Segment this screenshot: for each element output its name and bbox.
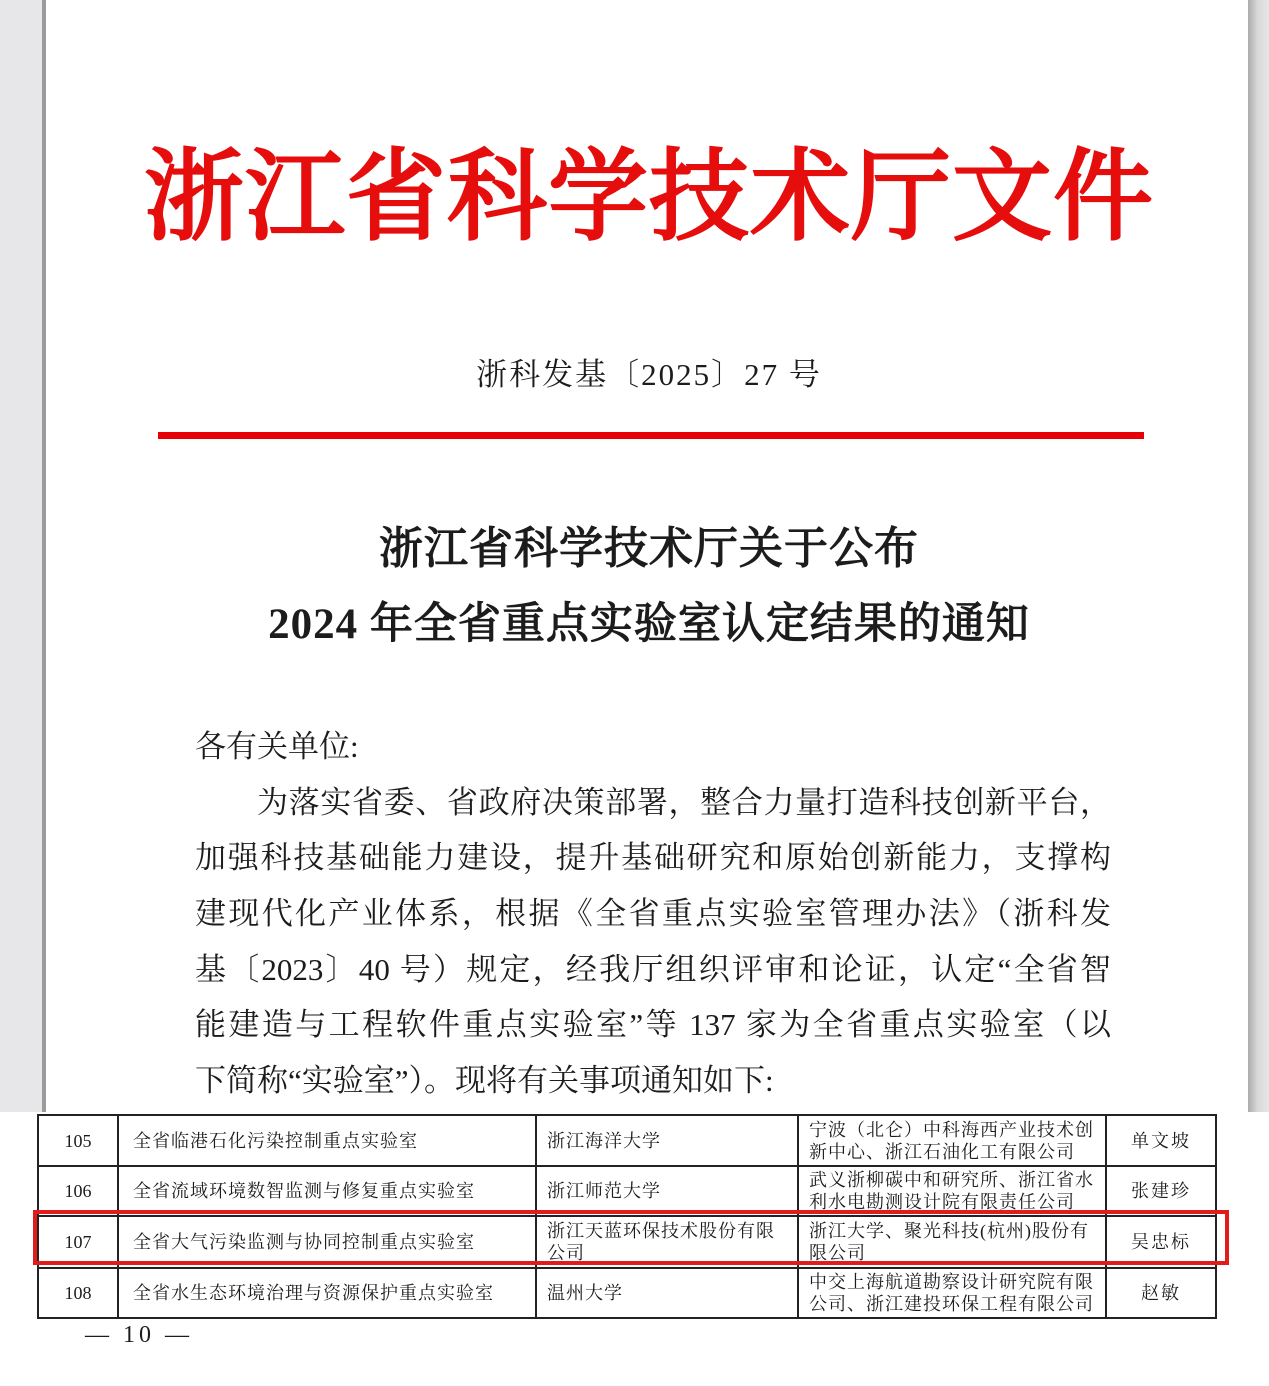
partner-institutions-cell: 浙江大学、聚光科技(杭州)股份有限公司 xyxy=(798,1216,1106,1268)
body-line: 基〔2023〕40 号）规定，经我厅组织评审和论证，认定“全省智 xyxy=(195,951,1111,987)
lab-name-cell: 全省大气污染监测与协同控制重点实验室 xyxy=(118,1216,536,1268)
row-number-cell: 108 xyxy=(38,1268,118,1318)
director-cell: 张建珍 xyxy=(1106,1166,1216,1216)
table-row-107-highlighted xyxy=(38,1216,1216,1268)
partner-institutions-cell: 宁波（北仑）中科海西产业技术创新中心、浙江石油化工有限公司 xyxy=(798,1115,1106,1166)
table-row-106 xyxy=(38,1166,1216,1216)
host-institution-cell: 温州大学 xyxy=(536,1268,798,1318)
table-row-105 xyxy=(38,1115,1216,1166)
lab-name-cell: 全省临港石化污染控制重点实验室 xyxy=(118,1115,536,1166)
body-paragraph xyxy=(195,719,1111,1109)
background-strip-right xyxy=(1248,0,1269,1112)
notice-title-line1: 浙江省科学技术厅关于公布 xyxy=(379,524,919,573)
document-page xyxy=(50,0,1248,1112)
director-cell: 吴忠标 xyxy=(1106,1216,1216,1268)
director-cell: 赵敏 xyxy=(1106,1268,1216,1318)
notice-title-line2: 2024 年全省重点实验室认定结果的通知 xyxy=(268,601,1030,648)
body-line: 能建造与工程软件重点实验室”等 137 家为全省重点实验室（以 xyxy=(195,1007,1111,1043)
row-number-cell: 105 xyxy=(38,1115,118,1166)
red-divider-line xyxy=(158,432,1144,439)
partner-institutions-cell: 中交上海航道勘察设计研究院有限公司、浙江建投环保工程有限公司 xyxy=(798,1268,1106,1318)
lab-list-table-section xyxy=(0,1112,1269,1386)
host-institution-cell: 浙江天蓝环保技术股份有限公司 xyxy=(536,1216,798,1268)
salutation: 各有关单位: xyxy=(195,729,359,764)
partner-institutions-cell: 武义浙柳碳中和研究所、浙江省水利水电勘测设计院有限责任公司 xyxy=(798,1166,1106,1216)
lab-name-cell: 全省水生态环境治理与资源保护重点实验室 xyxy=(118,1268,536,1318)
body-line: 下简称“实验室”）。现将有关事项通知如下: xyxy=(195,1063,774,1099)
row-number-cell: 107 xyxy=(38,1216,118,1268)
body-line: 为落实省委、省政府决策部署，整合力量打造科技创新平台， xyxy=(257,784,1111,820)
table-row-108 xyxy=(38,1268,1216,1318)
host-institution-cell: 浙江师范大学 xyxy=(536,1166,798,1216)
letterhead-title: 浙江省科学技术厅文件 xyxy=(144,142,1154,253)
background-strip-left xyxy=(0,0,46,1112)
document-number: 浙科发基〔2025〕27 号 xyxy=(476,357,822,392)
key-laboratories-table xyxy=(37,1114,1217,1319)
director-cell: 单文坡 xyxy=(1106,1115,1216,1166)
page-number: — 10 — xyxy=(85,1322,193,1348)
body-line: 加强科技基础能力建设，提升基础研究和原始创新能力，支撑构 xyxy=(195,840,1111,876)
body-line: 建现代化产业体系，根据《全省重点实验室管理办法》（浙科发 xyxy=(195,896,1111,932)
host-institution-cell: 浙江海洋大学 xyxy=(536,1115,798,1166)
lab-name-cell: 全省流域环境数智监测与修复重点实验室 xyxy=(118,1166,536,1216)
row-number-cell: 106 xyxy=(38,1166,118,1216)
